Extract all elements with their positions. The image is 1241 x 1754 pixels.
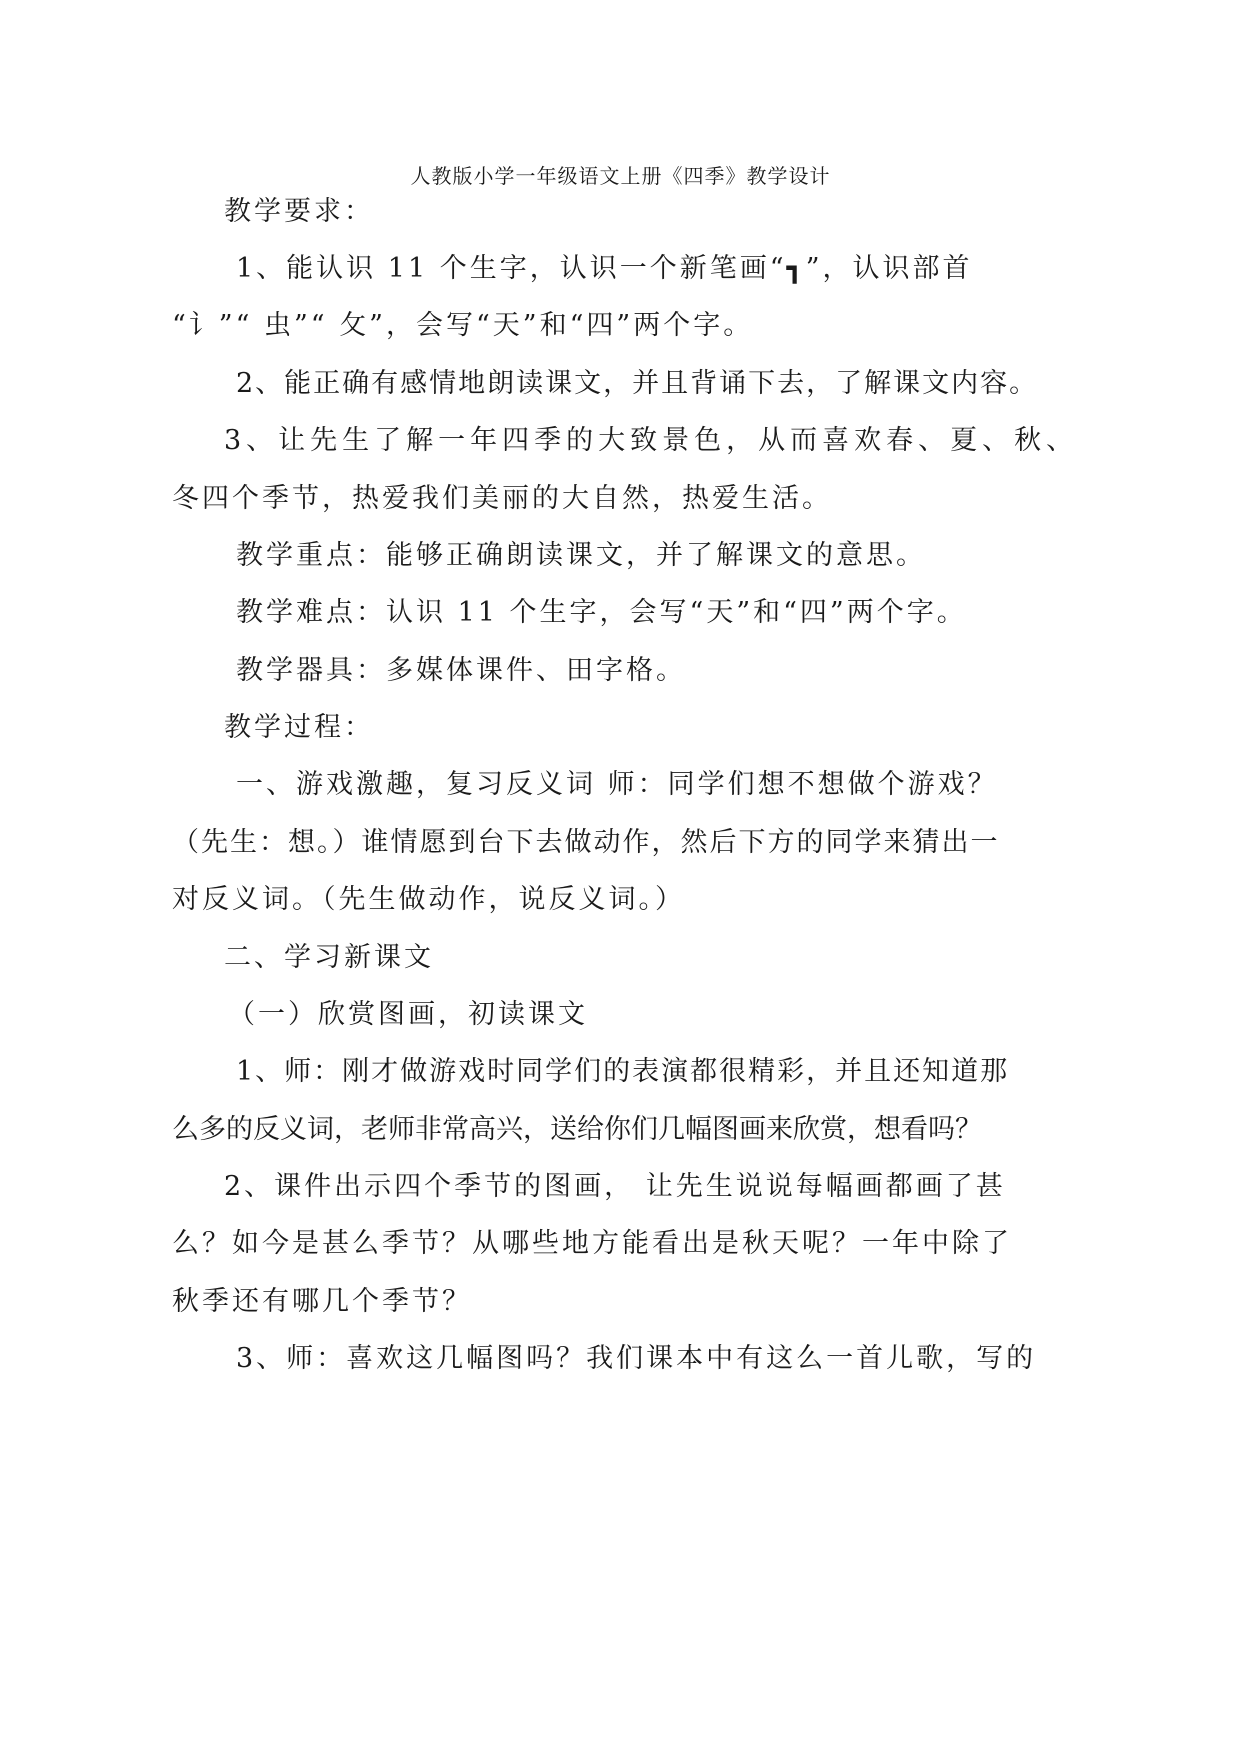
text-line-15: （一）欣赏图画，初读课文 [228, 999, 588, 1030]
text-line-8: 教学难点：认识 11 个生字，会写“天”和“四”两个字。 [236, 597, 967, 628]
text-line-19: 么？如今是甚么季节？从哪些地方能看出是秋天呢？一年中除了 [172, 1228, 1012, 1259]
text-line-10: 教学过程： [224, 712, 374, 743]
text-line-2: 1、能认识 11 个生字，认识一个新笔画“┓”，认识部首 [236, 253, 973, 284]
text-line-16: 1、师：刚才做游戏时同学们的表演都很精彩，并且还知道那 [236, 1056, 1010, 1087]
text-line-20: 秋季还有哪几个季节？ [172, 1286, 472, 1317]
text-line-17: 么多的反义词，老师非常高兴，送给你们几幅图画来欣赏，想看吗？ [172, 1114, 982, 1145]
text-line-13: 对反义词。（先生做动作，说反义词。） [172, 884, 685, 915]
text-line-18: 2、课件出示四个季节的图画， 让先生说说每幅画都画了甚 [224, 1171, 1006, 1202]
text-line-12: （先生：想。）谁情愿到台下去做动作，然后下方的同学来猜出一 [172, 827, 1000, 858]
document-title: 人教版小学一年级语文上册《四季》教学设计 [410, 164, 831, 188]
text-line-3: “讠”“ 虫”“ 攵”，会写“天”和“四”两个字。 [172, 310, 754, 341]
text-line-5: 3、让先生了解一年四季的大致景色，从而喜欢春、夏、秋、 [224, 425, 1079, 456]
text-line-7: 教学重点：能够正确朗读课文，并了解课文的意思。 [236, 540, 926, 571]
text-line-9: 教学器具：多媒体课件、田字格。 [236, 655, 686, 686]
text-line-14: 二、学习新课文 [224, 942, 434, 973]
text-line-6: 冬四个季节，热爱我们美丽的大自然，热爱生活。 [172, 483, 832, 514]
text-line-1: 教学要求： [224, 196, 374, 227]
text-line-4: 2、能正确有感情地朗读课文，并且背诵下去，了解课文内容。 [236, 368, 1039, 399]
text-line-21: 3、师：喜欢这几幅图吗？我们课本中有这么一首儿歌，写的 [236, 1343, 1037, 1374]
text-line-11: 一、游戏激趣，复习反义词 师：同学们想不想做个游戏？ [236, 769, 998, 800]
